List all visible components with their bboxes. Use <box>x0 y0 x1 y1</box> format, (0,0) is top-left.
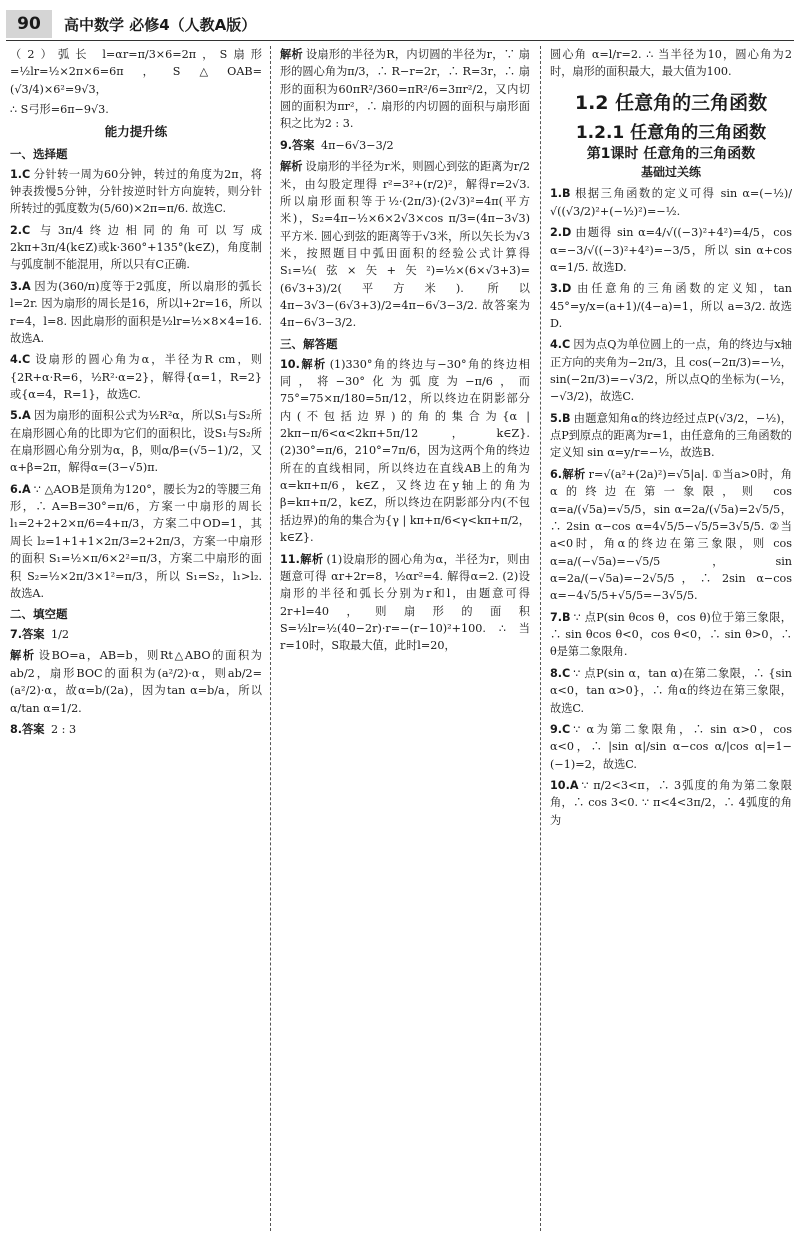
answer-label: 7.B <box>550 610 571 624</box>
page-header <box>6 10 794 41</box>
answer-label: 6.A <box>10 482 31 496</box>
continuation-text: 圆心角 α=l/r=2. ∴ 当半径为10，圆心角为2时，扇形的面积最大，最大值为100. <box>550 48 792 79</box>
answer-text: ∵ 点P(sin α，tan α)在第二象限，∴ {sin α<0，tan α>0}，∴ 角α的终边在第三象限，故选C. <box>550 666 792 715</box>
column-left <box>10 46 262 1231</box>
analysis-text: 设扇形的半径为R，内切圆的半径为r，∵ 扇形的圆心角为π/3，∴ R−r=2r，∴ R=3r，∴ 扇形的面积为60πR²/360=πR²/6=3πr²/2，又内切圆的面积为πr²，∴ 扇形的内切圆的面积与扇形面积之比为2 : 3. <box>280 48 530 131</box>
answer-label: 9.答案 <box>280 138 315 152</box>
answer-text: (1)330°角的终边与−30°角的终边相同，将−30°化为弧度为−π/6，而75°=75×π/180=5π/12，所以终边在阴影部分内(不包括边界)的角的集合为{α | 2kπ−π/6<α<2kπ+5π/12，k∈Z}. (2)30°=π/6，210°=7π/6，因为这两个角的终边所在的直线相同，所以终边在直线AB上的角为α=kπ+π/6，k∈Z，又终边在y轴上的角为β=kπ+π/2，k∈Z，所以终边在阴影部分内(不包括边界)的角的集合为{γ | kπ+π/6<γ<kπ+π/2，k∈Z}. <box>280 357 530 545</box>
answer-item <box>10 278 262 347</box>
answer-text: r=√(a²+(2a)²)=√5|a|. ①当a>0时，角α的终边在第一象限，则 cos α=a/(√5a)=√5/5，sin α=2a/(√5a)=2√5/5，∴ 2sin α−cos α=4√5/5−√5/5=3√5/5. ②当a<0时，角α的终边在第三象限，则 cos α=a/(−√5a)=−√5/5，sin α=2a/(−√5a)=−2√5/5，∴ 2sin α−cos α=−4√5/5+√5/5=−3√5/5. <box>550 467 792 603</box>
answer-label: 7.答案 <box>10 628 45 642</box>
answer-label: 5.A <box>10 409 31 423</box>
column-divider <box>540 46 541 1231</box>
column-middle <box>280 46 530 1231</box>
answer-text: 与3π/4终边相同的角可以写成2kπ+3π/4(k∈Z)或k·360°+135°(k∈Z)，角度制与弧度制不能混用，所以只有C正确. <box>10 223 262 272</box>
answer-label: 1.C <box>10 167 31 181</box>
analysis-item <box>280 158 530 332</box>
answer-item <box>10 407 262 476</box>
subsection-heading: 三、解答题 <box>280 336 338 351</box>
intro-line: ∴ S弓形=6π−9√3. <box>10 103 109 117</box>
answer-text: ∵ △AOB是顶角为120°，腰长为2的等腰三角形，∴ A=B=30°=π/6，方案一中扇形的周长 l₁=2+2+2×π/6=4+π/3，方案二中OD=1，其周长 l₂=1+1+1×2π/3=2+2π/3，方案一中扇形的面积 S₁=½×π/6×2²=π/3，方案二中扇形的面积 S₂=½×2π/3×1²=π/3，所以 S₁=S₂，l₁>l₂. 故选A. <box>10 482 262 600</box>
chapter-heading: 1.2 任意角的三角函数 <box>574 91 768 114</box>
analysis-text: 设扇形的半径为r米，则圆心到弦的距离为r/2米，由勾股定理得 r²=3²+(r/2)²，解得r=2√3. 所以扇形面积等于½·(2π/3)·(2√3)²=4π(平方米)，S₂=4π−½×6×2√3×cos π/3=(4π−3√3)平方米. 圆心到弦的距离等于√3米，所以矢长为√3米，按照题目中弧田面积的经验公式计算得 S₁=½(弦×矢+矢²)=½×(6×√3+3)=(6√3+3)/2(平方米). 所以4π−3√3−(6√3+3)/2=4π−6√3−3/2. 故答案为4π−6√3−3/2. <box>280 160 530 330</box>
answer-label: 3.A <box>10 279 31 293</box>
column-divider <box>270 46 271 1231</box>
answer-label: 4.C <box>550 338 571 352</box>
page-number: 90 <box>6 10 52 38</box>
section-heading: 1.2.1 任意角的三角函数 <box>575 123 767 144</box>
book-title: 高中数学 必修4（人教A版） <box>64 16 257 34</box>
column-right <box>550 46 792 1231</box>
answer-text: 由题意知角α的终边经过点P(√3/2，−½)，点P到原点的距离为r=1，由任意角的三角函数的定义知 sin α=y/r=−½，故选B. <box>550 411 792 460</box>
analysis-label: 解析 <box>280 48 303 61</box>
answer-item <box>550 466 792 605</box>
answer-label: 5.B <box>550 411 571 425</box>
answer-text: 因为扇形的面积公式为½R²α，所以S₁与S₂所在扇形圆心角的比即为它们的面积比，设S₁与S₂所在扇形圆心角分别为α，β，则α/β=(√5−1)/2，又α+β=2π，解得α=(3−√5)π. <box>10 409 262 475</box>
answer-text: 分针转一周为60分钟，转过的角度为2π，将钟表拨慢5分钟，分针按逆时针方向旋转，则分针所转过的弧度数为(5/60)×2π=π/6. 故选C. <box>10 167 262 216</box>
answer-item <box>550 224 792 276</box>
answer-item <box>10 351 262 403</box>
answer-text: ∵ π/2<3<π，∴ 3弧度的角为第二象限角，∴ cos 3<0. ∵ π<4<3π/2，∴ 4弧度的角为 <box>550 778 792 827</box>
answer-value: 1/2 <box>50 628 69 642</box>
answer-item <box>550 410 792 462</box>
answer-item <box>10 626 262 643</box>
answer-text: 因为(360/π)度等于2弧度，所以扇形的弧长l=2r. 因为扇形的周长是16，所以l+2r=16，所以r=4，l=8. 因此扇形的面积是½lr=½×8×4=16. 故选A. <box>10 279 262 345</box>
analysis-item <box>280 46 530 133</box>
analysis-text: 设BO=a，AB=b，则Rt△ABO的面积为ab/2，扇形BOC的面积为(a²/2)·α，则ab/2=(a²/2)·α，故α=b/(2a)，因为tan α=b/a，所以α/tan α=1/2. <box>10 649 262 715</box>
answer-label: 9.C <box>550 722 571 736</box>
lesson-heading: 第1课时 任意角的三角函数 <box>586 145 756 162</box>
answer-label: 2.D <box>550 226 572 240</box>
answer-label: 3.D <box>550 282 572 296</box>
answer-value: 2 : 3 <box>50 722 77 736</box>
answer-text: ∵ α为第二象限角，∴ sin α>0，cos α<0，∴ |sin α|/sin α−cos α/|cos α|=1−(−1)=2，故选C. <box>550 722 792 771</box>
answer-label: 8.答案 <box>10 722 45 736</box>
answer-label: 2.C <box>10 223 31 237</box>
answer-item <box>280 356 530 547</box>
answer-label: 10.解析 <box>280 357 327 371</box>
answer-item <box>550 721 792 773</box>
subsection-heading: 二、填空题 <box>10 607 68 622</box>
answer-text: 由任意角的三角函数的定义知，tan 45°=y/x=(a+1)/(4−a)=1，所以 a=3/2. 故选D. <box>550 282 792 330</box>
answer-item <box>280 137 530 154</box>
intro-line: （2）弧长 l=αr=π/3×6=2π，S扇形=½lr=½×2π×6=6π，S△OAB=(√3/4)×6²=9√3， <box>10 48 262 96</box>
answer-item <box>550 280 792 332</box>
answer-label: 1.B <box>550 187 571 201</box>
answer-label: 4.C <box>10 353 31 367</box>
analysis-item <box>10 647 262 716</box>
answer-item <box>280 551 530 655</box>
answer-item <box>10 166 262 218</box>
subsection-heading: 一、选择题 <box>10 146 68 161</box>
answer-item <box>550 185 792 220</box>
exercise-heading: 基础过关练 <box>640 164 701 179</box>
analysis-label: 解析 <box>10 649 36 663</box>
answer-text: (1)设扇形的圆心角为α，半径为r，则由题意可得 αr+2r=8，½αr²=4. 解得α=2. (2)设扇形的半径和弧长分别为r和l，由题意可得2r+l=40，则扇形的面积 S=½lr=½(40−2r)·r=−(r−10)²+100. ∴ 当r=10时，S取最大值，此时l=20， <box>280 552 530 653</box>
answer-item <box>550 777 792 829</box>
answer-text: ∵ 点P(sin θcos θ，cos θ)位于第三象限，∴ sin θcos θ<0，cos θ<0，∴ sin θ>0，∴ θ是第二象限角. <box>550 610 792 659</box>
section-heading: 能力提升练 <box>104 124 168 140</box>
answer-label: 11.解析 <box>280 552 324 566</box>
answer-text: 根据三角函数的定义可得 sin α=(−½)/√((√3/2)²+(−½)²)=−½. <box>550 187 792 218</box>
answer-item <box>550 665 792 717</box>
answer-value: 4π−6√3−3/2 <box>320 138 394 152</box>
answer-item <box>10 222 262 274</box>
answer-label: 8.C <box>550 666 571 680</box>
answer-text: 由题得 sin α=4/√((−3)²+4²)=4/5，cos α=−3/√((−3)²+4²)=−3/5，所以 sin α+cos α=1/5. 故选D. <box>550 226 792 274</box>
answer-text: 设扇形的圆心角为α，半径为R cm，则{2R+α·R=6，½R²·α=2}，解得{α=1，R=2}或{α=4，R=1}，故选C. <box>10 353 262 401</box>
analysis-label: 解析 <box>280 160 303 174</box>
answer-item <box>10 721 262 738</box>
answer-text: 因为点Q为单位圆上的一点，角的终边与x轴正方向的夹角为−2π/3，且 cos(−2π/3)=−½，sin(−2π/3)=−√3/2，所以点Q的坐标为(−½，−√3/2)，故选C. <box>550 338 792 404</box>
answer-item <box>550 609 792 661</box>
answer-item <box>10 481 262 603</box>
answer-item <box>550 336 792 405</box>
answer-label: 6.解析 <box>550 467 586 481</box>
answer-label: 10.A <box>550 778 579 792</box>
